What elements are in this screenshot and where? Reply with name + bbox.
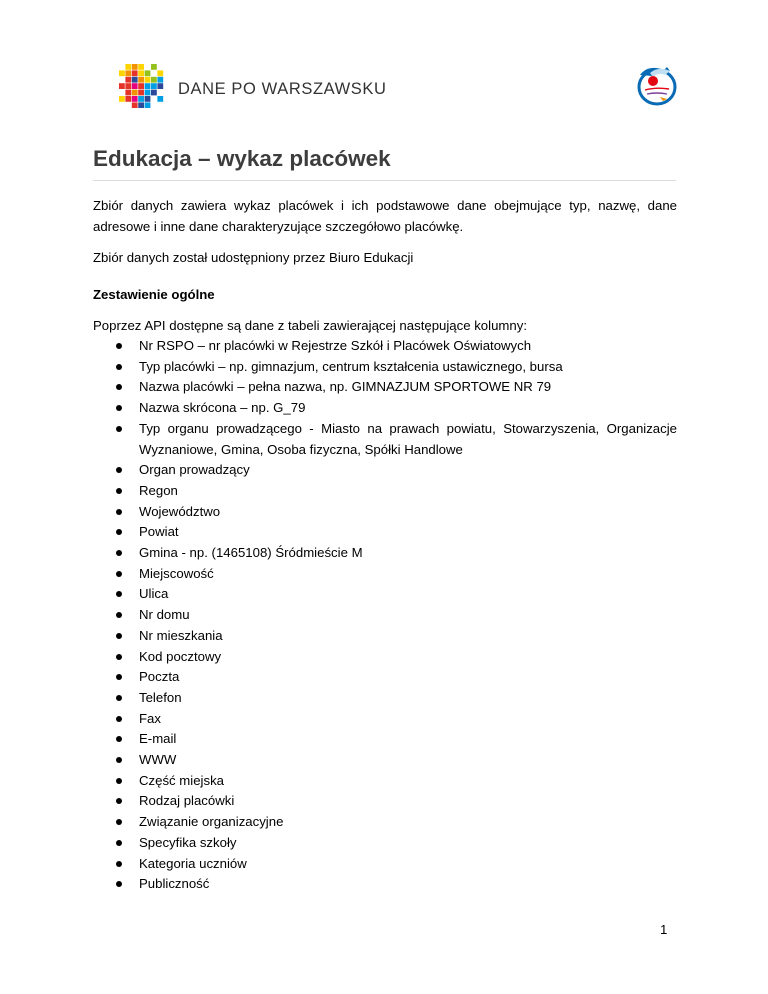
bullet-icon <box>116 550 122 556</box>
bullet-icon <box>116 716 122 722</box>
list-item-text: Nazwa skrócona – np. G_79 <box>139 400 306 416</box>
bullet-icon <box>116 343 122 349</box>
dane-po-warszawsku-logo-icon <box>119 64 167 108</box>
bullet-icon <box>116 364 122 370</box>
bullet-icon <box>116 612 122 618</box>
list-item <box>93 357 677 378</box>
list-item-text: Województwo <box>139 503 221 519</box>
list-item-text: Część miejska <box>139 772 225 788</box>
list-item-text: Regon <box>139 482 178 498</box>
list-item <box>93 605 677 626</box>
list-item <box>93 667 677 688</box>
bullet-icon <box>116 571 122 577</box>
list-item-text: Związanie organizacyjne <box>139 814 284 830</box>
list-item-text: Powiat <box>139 524 179 540</box>
column-list <box>93 336 677 895</box>
section-heading: Zestawienie ogólne <box>93 287 215 302</box>
list-item <box>93 543 677 564</box>
list-item-text: WWW <box>139 752 177 768</box>
bullet-icon <box>116 426 122 432</box>
title-divider <box>93 180 676 181</box>
bullet-icon <box>116 757 122 763</box>
bullet-icon <box>116 488 122 494</box>
bullet-icon <box>116 881 122 887</box>
bullet-icon <box>116 778 122 784</box>
list-item-text: Kategoria uczniów <box>139 855 247 871</box>
list-item <box>93 833 677 854</box>
list-item <box>93 336 677 357</box>
list-item-text: Gmina - np. (1465108) Śródmieście M <box>139 545 363 561</box>
list-item <box>93 771 677 792</box>
source-paragraph: Zbiór danych został udostępniony przez Biuro Edukacji <box>93 250 414 265</box>
bullet-icon <box>116 405 122 411</box>
list-item-text: Typ placówki – np. gimnazjum, centrum kształcenia ustawicznego, bursa <box>139 358 563 374</box>
list-item-text: Ulica <box>139 586 169 602</box>
list-item-text: Rodzaj placówki <box>139 793 235 809</box>
bullet-icon <box>116 840 122 846</box>
list-item <box>93 874 677 895</box>
list-item <box>93 626 677 647</box>
list-item <box>93 647 677 668</box>
list-item-text: Nazwa placówki – pełna nazwa, np. GIMNAZJUM SPORTOWE NR 79 <box>139 379 552 395</box>
list-item-text: Specyfika szkoły <box>139 834 237 850</box>
list-item <box>93 812 677 833</box>
list-item-text: Organ prowadzący <box>139 462 250 478</box>
list-item-text: Miejscowość <box>139 565 214 581</box>
list-item-text: Kod pocztowy <box>139 648 222 664</box>
bullet-icon <box>116 654 122 660</box>
list-item <box>93 377 677 398</box>
list-item-text: Nr RSPO – nr placówki w Rejestrze Szkół i Placówek Oświatowych <box>139 338 532 353</box>
list-item-text: Nr mieszkania <box>139 627 223 643</box>
bullet-icon <box>116 529 122 535</box>
bullet-icon <box>116 819 122 825</box>
partner-badge-icon <box>634 62 680 108</box>
list-item-text: Fax <box>139 710 161 726</box>
page-number: 1 <box>660 922 668 937</box>
list-item <box>93 481 677 502</box>
intro-paragraph: Zbiór danych zawiera wykaz placówek i ich podstawowe dane obejmujące typ, nazwę, dane adresowe i inne dane charakteryzujące szczegółowo placówkę. <box>93 198 677 234</box>
list-item-text: Telefon <box>139 689 182 705</box>
bullet-icon <box>116 591 122 597</box>
list-item-text: Poczta <box>139 669 180 685</box>
list-item <box>93 460 677 481</box>
bullet-icon <box>116 861 122 867</box>
list-item <box>93 791 677 812</box>
bullet-icon <box>116 384 122 390</box>
list-item-text: E-mail <box>139 731 177 747</box>
list-item-text: Typ organu prowadzącego - Miasto na prawach powiatu, Stowarzyszenia, Organizacje Wyznaniowe, Gmina, Osoba fizyczna, Spółki Handlowe <box>139 420 677 457</box>
list-item-text: Nr domu <box>139 607 190 623</box>
list-item <box>93 750 677 771</box>
bullet-icon <box>116 467 122 473</box>
list-item <box>93 854 677 875</box>
bullet-icon <box>116 736 122 742</box>
page-header <box>0 0 768 130</box>
list-intro: Poprzez API dostępne są dane z tabeli zawierającej następujące kolumny: <box>93 318 527 333</box>
bullet-icon <box>116 695 122 701</box>
page-title: Edukacja – wykaz placówek <box>93 146 391 171</box>
bullet-icon <box>116 674 122 680</box>
list-item <box>93 398 677 419</box>
list-item <box>93 709 677 730</box>
bullet-icon <box>116 509 122 515</box>
list-item <box>93 564 677 585</box>
list-item-text: Publiczność <box>139 876 210 892</box>
list-item <box>93 419 677 460</box>
logo-text: DANE PO WARSZAWSKU <box>178 80 387 98</box>
list-item <box>93 729 677 750</box>
list-item <box>93 502 677 523</box>
bullet-icon <box>116 633 122 639</box>
list-item <box>93 584 677 605</box>
list-item <box>93 688 677 709</box>
list-item <box>93 522 677 543</box>
bullet-icon <box>116 798 122 804</box>
